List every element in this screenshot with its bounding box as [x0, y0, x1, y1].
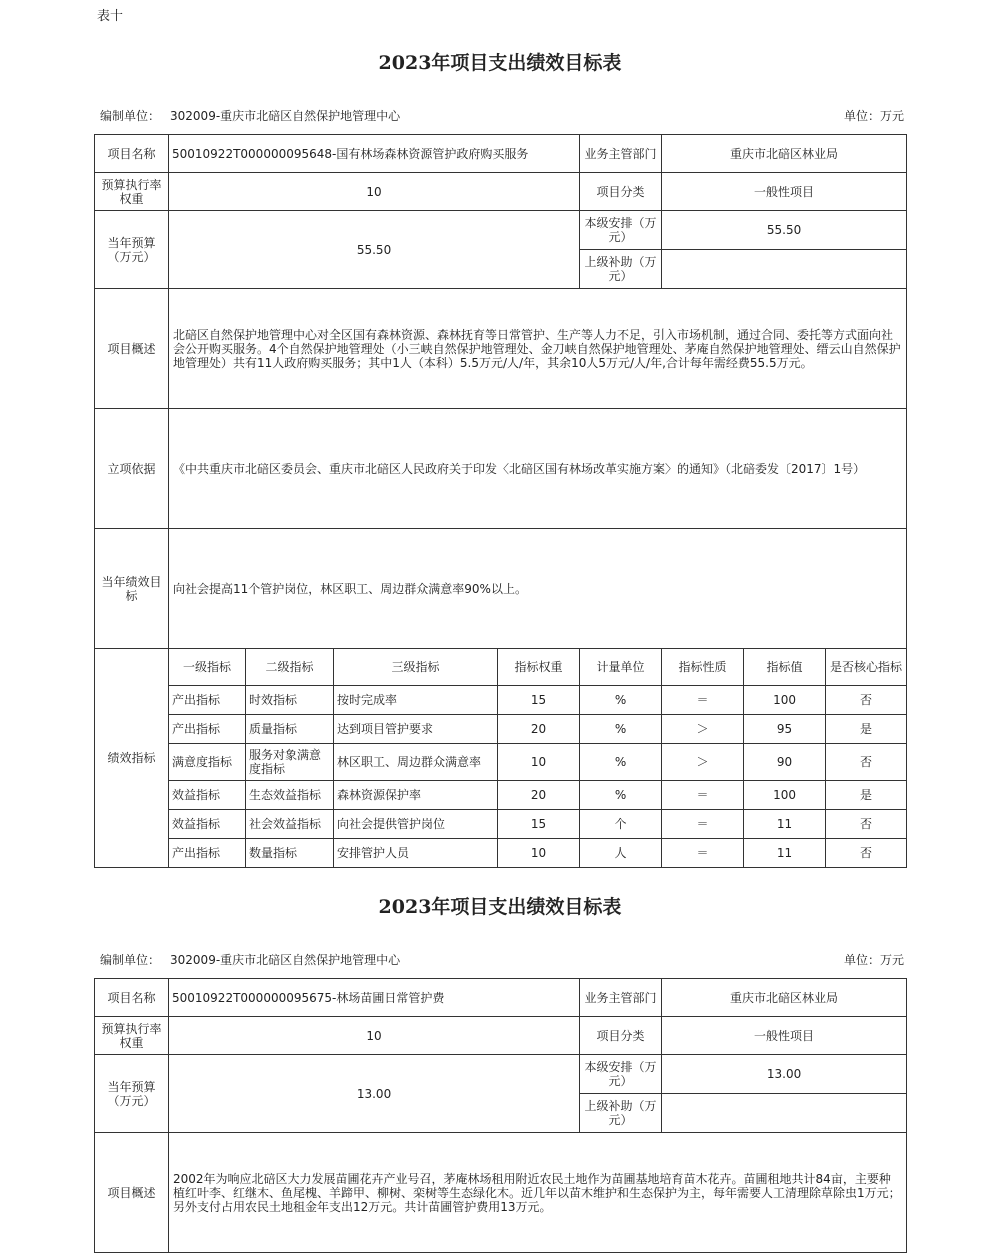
cell-level3: 森林资源保护率 [334, 781, 498, 810]
cell-core: 否 [826, 686, 907, 715]
header-level1: 一级指标 [169, 649, 246, 686]
cell-unit: % [580, 715, 662, 744]
label-budget: 当年预算（万元） [95, 1055, 169, 1133]
value-category: 一般性项目 [662, 173, 907, 211]
cell-level3: 林区职工、周边群众满意率 [334, 744, 498, 781]
value-category: 一般性项目 [662, 1017, 907, 1055]
cell-nature: ＝ [662, 781, 744, 810]
cell-weight: 15 [498, 686, 580, 715]
value-basis: 《中共重庆市北碚区委员会、重庆市北碚区人民政府关于印发〈北碚区国有林场改革实施方案〉的通知》（北碚委发〔2017〕1号） [169, 409, 907, 529]
value-budget: 13.00 [169, 1055, 580, 1133]
table-row [95, 744, 907, 781]
cell-level2: 质量指标 [246, 715, 334, 744]
cell-value: 95 [744, 715, 826, 744]
label-overview: 项目概述 [95, 1133, 169, 1253]
header-level2: 二级指标 [246, 649, 334, 686]
cell-core: 否 [826, 744, 907, 781]
cell-weight: 10 [498, 744, 580, 781]
value-project-name: 50010922T000000095648-国有林场森林资源管护政府购买服务 [169, 135, 580, 173]
table-number-label: 表十 [97, 9, 124, 24]
compiling-unit [100, 107, 400, 124]
cell-weight: 20 [498, 715, 580, 744]
compiling-unit-name: 302009-重庆市北碚区自然保护地管理中心 [170, 953, 401, 967]
value-overview: 北碚区自然保护地管理中心对全区国有森林资源、森林抚育等日常管护、生产等人力不足，引入市场机制，通过合同、委托等方式面向社会公开购买服务。4个自然保护地管理处（小三峡自然保护地管理处、金刀峡自然保护地管理处、茅庵自然保护地管理处、缙云山自然保护地管理处）共有11人政府购买服务；其中1人（本科）5.5万元/人/年，其余10人5万元/人/年,合计每年需经费55.5万元。 [169, 289, 907, 409]
cell-value: 100 [744, 686, 826, 715]
unit-of-measure-2: 单位：万元 [843, 953, 904, 967]
value-dept: 重庆市北碚区林业局 [662, 979, 907, 1017]
header-weight: 指标权重 [498, 649, 580, 686]
label-project-name: 项目名称 [95, 135, 169, 173]
table-row [95, 686, 907, 715]
label-dept: 业务主管部门 [580, 135, 662, 173]
cell-weight: 20 [498, 781, 580, 810]
cell-level1: 产出指标 [169, 686, 246, 715]
cell-unit: % [580, 744, 662, 781]
cell-core: 否 [826, 839, 907, 868]
cell-nature: ＝ [662, 686, 744, 715]
label-basis: 立项依据 [95, 409, 169, 529]
value-dept: 重庆市北碚区林业局 [662, 135, 907, 173]
cell-level1: 产出指标 [169, 715, 246, 744]
cell-level2: 服务对象满意度指标 [246, 744, 334, 781]
cell-level2: 社会效益指标 [246, 810, 334, 839]
cell-value: 100 [744, 781, 826, 810]
value-local: 55.50 [662, 211, 907, 250]
label-upper: 上级补助（万元） [580, 250, 662, 289]
cell-level3: 达到项目管护要求 [334, 715, 498, 744]
cell-core: 否 [826, 810, 907, 839]
value-budget: 55.50 [169, 211, 580, 289]
page-title: 2023年项目支出绩效目标表 [378, 52, 622, 74]
label-local: 本级安排（万元） [580, 211, 662, 250]
cell-value: 11 [744, 839, 826, 868]
cell-level1: 效益指标 [169, 810, 246, 839]
cell-level2: 时效指标 [246, 686, 334, 715]
label-upper: 上级补助（万元） [580, 1094, 662, 1133]
cell-weight: 15 [498, 810, 580, 839]
cell-unit: 个 [580, 810, 662, 839]
cell-nature: ＝ [662, 810, 744, 839]
cell-level3: 向社会提供管护岗位 [334, 810, 498, 839]
cell-level1: 产出指标 [169, 839, 246, 868]
table-row [95, 810, 907, 839]
cell-unit: 人 [580, 839, 662, 868]
table-row [95, 781, 907, 810]
cell-value: 90 [744, 744, 826, 781]
compiling-unit-2 [100, 951, 400, 968]
header-core: 是否核心指标 [826, 649, 907, 686]
value-local: 13.00 [662, 1055, 907, 1094]
label-budget: 当年预算（万元） [95, 211, 169, 289]
cell-unit: % [580, 781, 662, 810]
table-row [95, 715, 907, 744]
unit-of-measure: 单位：万元 [843, 109, 904, 123]
value-goal: 向社会提高11个管护岗位，林区职工、周边群众满意率90%以上。 [169, 529, 907, 649]
cell-core: 是 [826, 715, 907, 744]
value-project-name: 50010922T000000095675-林场苗圃日常管护费 [169, 979, 580, 1017]
cell-nature: ＞ [662, 715, 744, 744]
cell-value: 11 [744, 810, 826, 839]
label-dept: 业务主管部门 [580, 979, 662, 1017]
value-upper [662, 250, 907, 289]
performance-table-1 [94, 134, 907, 868]
label-overview: 项目概述 [95, 289, 169, 409]
value-upper [662, 1094, 907, 1133]
compiling-unit-label: 编制单位： [100, 109, 161, 123]
cell-core: 是 [826, 781, 907, 810]
header-level3: 三级指标 [334, 649, 498, 686]
header-unit: 计量单位 [580, 649, 662, 686]
label-weight: 预算执行率权重 [95, 173, 169, 211]
header-value: 指标值 [744, 649, 826, 686]
compiling-unit-label: 编制单位： [100, 953, 161, 967]
cell-level1: 满意度指标 [169, 744, 246, 781]
table-row [95, 839, 907, 868]
cell-level1: 效益指标 [169, 781, 246, 810]
label-indicators: 绩效指标 [95, 649, 169, 868]
label-goal: 当年绩效目标 [95, 529, 169, 649]
cell-nature: ＞ [662, 744, 744, 781]
cell-nature: ＝ [662, 839, 744, 868]
cell-level2: 数量指标 [246, 839, 334, 868]
cell-weight: 10 [498, 839, 580, 868]
compiling-unit-name: 302009-重庆市北碚区自然保护地管理中心 [170, 109, 401, 123]
page-title-2: 2023年项目支出绩效目标表 [378, 896, 622, 918]
cell-unit: % [580, 686, 662, 715]
cell-level3: 按时完成率 [334, 686, 498, 715]
label-weight: 预算执行率权重 [95, 1017, 169, 1055]
label-category: 项目分类 [580, 173, 662, 211]
performance-table-2 [94, 978, 907, 1253]
cell-level2: 生态效益指标 [246, 781, 334, 810]
value-weight: 10 [169, 173, 580, 211]
label-project-name: 项目名称 [95, 979, 169, 1017]
label-category: 项目分类 [580, 1017, 662, 1055]
header-nature: 指标性质 [662, 649, 744, 686]
label-local: 本级安排（万元） [580, 1055, 662, 1094]
value-overview: 2002年为响应北碚区大力发展苗圃花卉产业号召，茅庵林场租用附近农民土地作为苗圃基地培育苗木花卉。苗圃租地共计84亩，主要种植红叶李、红继木、鱼尾槐、羊蹄甲、柳树、栾树等生态绿化木。近几年以苗木维护和生态保护为主，每年需要人工清理除草除虫1万元；另外支付占用农民土地租金年支出12万元。共计苗圃管护费用13万元。 [169, 1133, 907, 1253]
value-weight: 10 [169, 1017, 580, 1055]
cell-level3: 安排管护人员 [334, 839, 498, 868]
